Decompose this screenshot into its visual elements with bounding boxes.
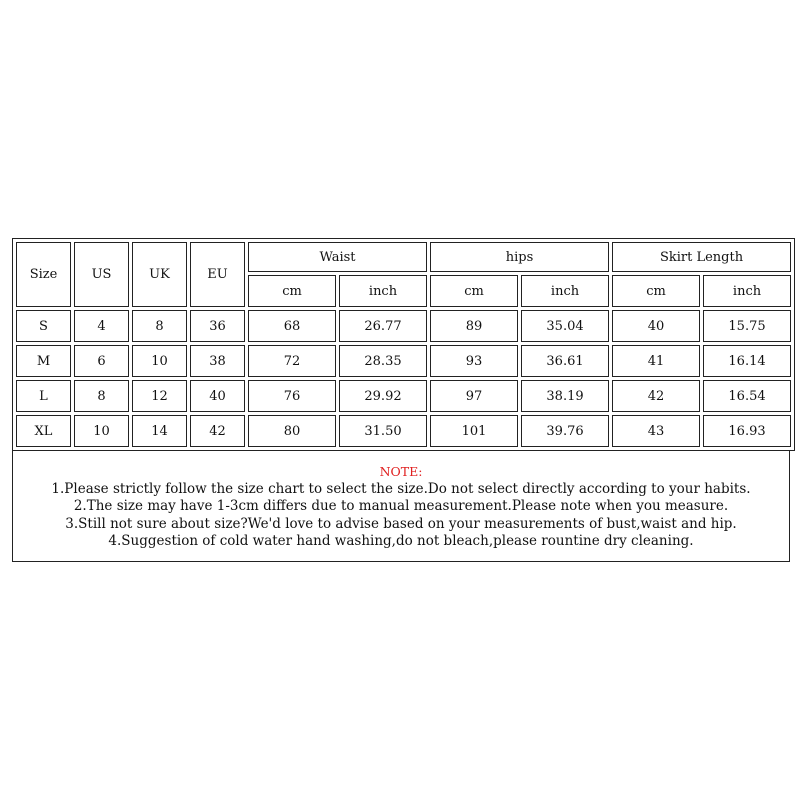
table-cell: 8: [132, 310, 187, 342]
table-cell: M: [16, 345, 71, 377]
header-row: [16, 242, 791, 272]
table-cell: 14: [132, 415, 187, 447]
table-cell: 43: [612, 415, 700, 447]
table-cell: 42: [190, 415, 245, 447]
note-line-3: 3.Still not sure about size?We'd love to advise based on your measurements of bust,waist and hip.: [65, 515, 737, 532]
notes-box: [12, 451, 790, 562]
header-us: US: [74, 242, 129, 307]
table-cell: 10: [74, 415, 129, 447]
table-cell: 10: [132, 345, 187, 377]
header-size: Size: [16, 242, 71, 307]
header-eu: EU: [190, 242, 245, 307]
table-cell: 41: [612, 345, 700, 377]
unit-length-inch: inch: [703, 275, 791, 307]
note-line-4: 4.Suggestion of cold water hand washing,do not bleach,please rountine dry cleaning.: [108, 533, 694, 549]
table-cell: 15.75: [703, 310, 791, 342]
table-cell: 26.77: [339, 310, 427, 342]
table-cell: 89: [430, 310, 518, 342]
header-waist: Waist: [248, 242, 427, 272]
header-hips: hips: [430, 242, 609, 272]
table-cell: 39.76: [521, 415, 609, 447]
table-cell: 35.04: [521, 310, 609, 342]
unit-waist-cm: cm: [248, 275, 336, 307]
table-row: [16, 380, 791, 412]
header-skirt-length: Skirt Length: [612, 242, 791, 272]
unit-hips-inch: inch: [521, 275, 609, 307]
table-row: [16, 415, 791, 447]
table-row: [16, 310, 791, 342]
table-cell: 6: [74, 345, 129, 377]
table-cell: 4: [74, 310, 129, 342]
table-row: [16, 345, 791, 377]
table-cell: 8: [74, 380, 129, 412]
table-cell: 42: [612, 380, 700, 412]
unit-waist-inch: inch: [339, 275, 427, 307]
table-cell: 16.14: [703, 345, 791, 377]
table-cell: 40: [190, 380, 245, 412]
unit-length-cm: cm: [612, 275, 700, 307]
note-title: NOTE:: [379, 464, 423, 479]
table-cell: 31.50: [339, 415, 427, 447]
size-chart: [12, 238, 790, 562]
table-cell: 97: [430, 380, 518, 412]
note-line-2: 2.The size may have 1-3cm differs due to manual measurement.Please note when you measure.: [73, 498, 729, 514]
table-cell: L: [16, 380, 71, 412]
size-table: [12, 238, 795, 451]
table-cell: 36.61: [521, 345, 609, 377]
table-cell: 16.93: [703, 415, 791, 447]
table-cell: 28.35: [339, 345, 427, 377]
table-cell: 76: [248, 380, 336, 412]
table-cell: XL: [16, 415, 71, 447]
table-cell: 36: [190, 310, 245, 342]
table-cell: 93: [430, 345, 518, 377]
table-cell: 38: [190, 345, 245, 377]
table-cell: 12: [132, 380, 187, 412]
table-cell: S: [16, 310, 71, 342]
table-cell: 38.19: [521, 380, 609, 412]
table-cell: 80: [248, 415, 336, 447]
table-cell: 72: [248, 345, 336, 377]
unit-hips-cm: cm: [430, 275, 518, 307]
table-cell: 68: [248, 310, 336, 342]
table-cell: 40: [612, 310, 700, 342]
table-cell: 29.92: [339, 380, 427, 412]
table-cell: 16.54: [703, 380, 791, 412]
header-uk: UK: [132, 242, 187, 307]
note-line-1: 1.Please strictly follow the size chart to select the size.Do not select directly according to your habits.: [51, 480, 751, 497]
table-cell: 101: [430, 415, 518, 447]
